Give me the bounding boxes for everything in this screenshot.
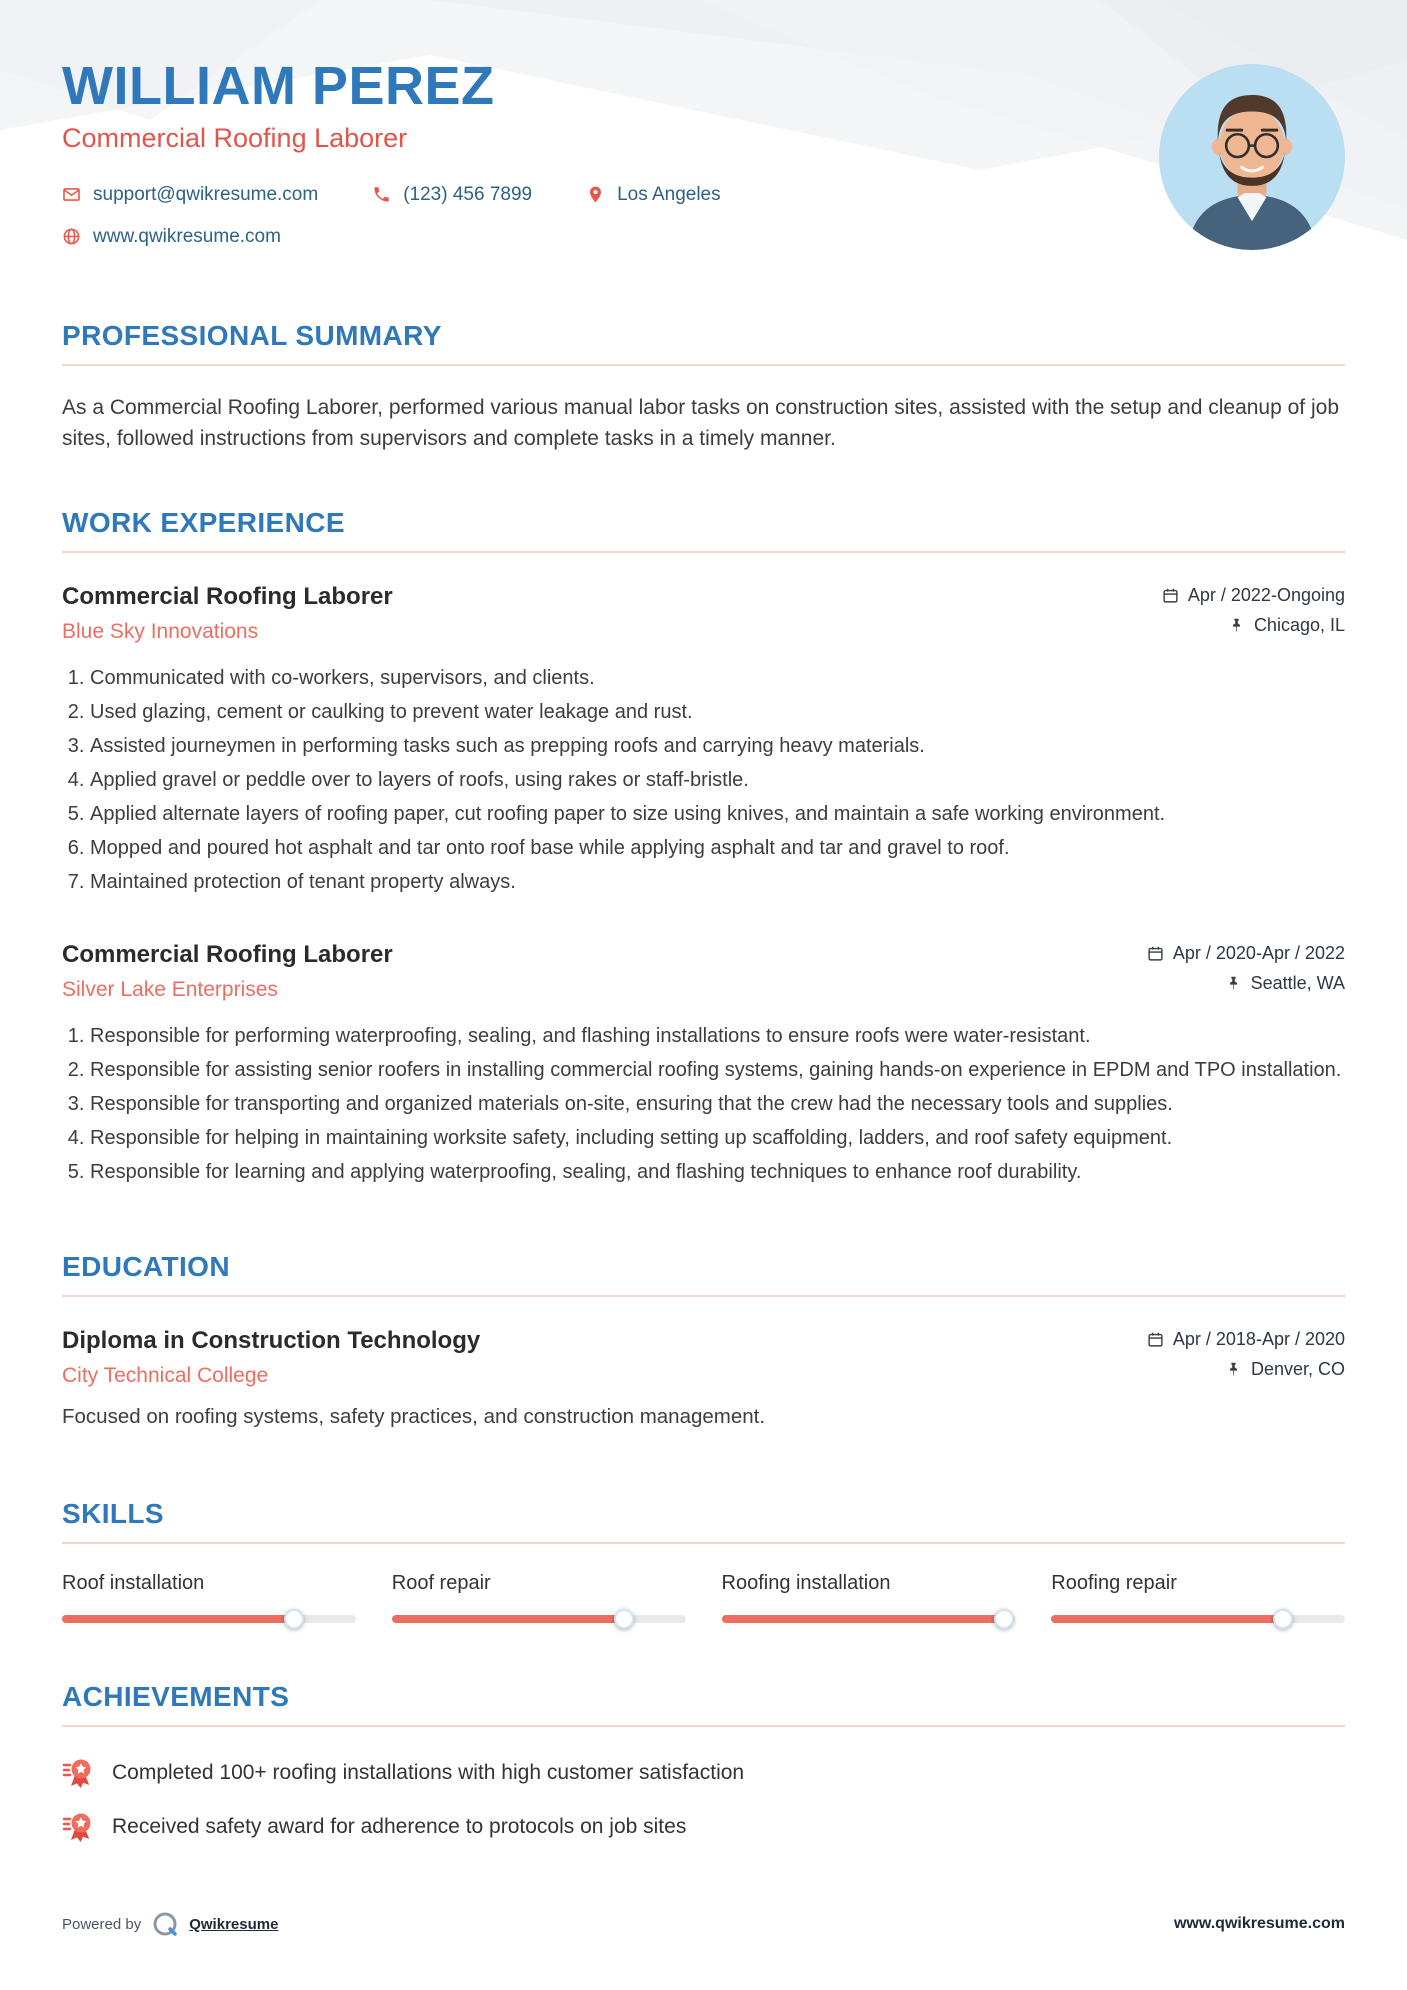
award-icon	[62, 1757, 94, 1789]
achievement-text: Completed 100+ roofing installations with high customer satisfaction	[112, 1761, 745, 1785]
bullet-item: 3. Responsible for transporting and organized materials on-site, ensuring that the crew had the necessary tools and supplies.	[90, 1090, 1345, 1119]
skill-bar	[392, 1615, 686, 1623]
pushpin-icon	[1228, 617, 1245, 634]
job-left	[62, 583, 393, 644]
bullet-item: 2. Responsible for assisting senior roofers in installing commercial roofing systems, gaining hands-on experience in EPDM and TPO installation.	[90, 1056, 1345, 1085]
candidate-title: Commercial Roofing Laborer	[62, 122, 408, 153]
section-divider	[62, 1295, 1345, 1297]
skill-bar-handle	[284, 1609, 304, 1629]
skill-item	[722, 1572, 1016, 1623]
section-education	[62, 1251, 1345, 1433]
skill-label: Roof installation	[62, 1572, 205, 1595]
job-location-text: Chicago, IL	[1253, 614, 1345, 635]
globe-icon	[62, 227, 81, 246]
email-text: support@qwikresume.com	[93, 183, 319, 205]
calendar-icon	[1147, 945, 1164, 962]
achievement-text: Received safety award for adherence to protocols on job sites	[112, 1815, 687, 1839]
skill-bar	[62, 1615, 356, 1623]
page-footer	[62, 1910, 1345, 1938]
education-dates	[1147, 1329, 1345, 1350]
powered-by-label: Powered by	[62, 1915, 142, 1933]
experience-heading: WORK EXPERIENCE	[62, 506, 345, 538]
email-icon	[62, 185, 81, 204]
job-head	[62, 583, 1345, 644]
section-summary	[62, 320, 1345, 455]
education-description: Focused on roofing systems, safety practices, and construction management.	[62, 1404, 766, 1428]
location-text: Los Angeles	[617, 183, 721, 205]
bullet-item: 7. Maintained protection of tenant property always.	[90, 868, 1345, 897]
job-left	[62, 941, 393, 1002]
location-pin-icon	[586, 185, 605, 204]
contact-email[interactable]	[62, 184, 318, 206]
education-location-text: Denver, CO	[1250, 1358, 1345, 1379]
achievements-heading: ACHIEVEMENTS	[62, 1681, 290, 1713]
achievement-item	[62, 1757, 1345, 1789]
section-divider	[62, 551, 1345, 553]
bullet-item: 4. Responsible for helping in maintaining worksite safety, including setting up scaffolding, ladders, and roof safety equipment.	[90, 1124, 1345, 1153]
bullet-item: 2. Used glazing, cement or caulking to prevent water leakage and rust.	[90, 698, 1345, 727]
pushpin-icon	[1225, 975, 1242, 992]
phone-text: (123) 456 7899	[403, 183, 533, 205]
section-divider	[62, 364, 1345, 366]
achievement-item	[62, 1811, 1345, 1843]
skill-bar-fill	[722, 1615, 1004, 1623]
candidate-name: WILLIAM PEREZ	[62, 56, 495, 116]
skill-bar-fill	[392, 1615, 624, 1623]
qwikresume-link[interactable]: Qwikresume	[189, 1915, 279, 1933]
bullet-item: 4. Applied gravel or peddle over to layers of roofs, using rakes or staff-bristle.	[90, 766, 1345, 795]
job-location	[1225, 973, 1345, 994]
job-dates	[1147, 943, 1345, 964]
section-achievements	[62, 1681, 1345, 1843]
pushpin-icon	[1225, 1361, 1242, 1378]
calendar-icon	[1147, 1331, 1164, 1348]
skill-item	[62, 1572, 356, 1623]
job-entry	[62, 583, 1345, 897]
skills-grid	[62, 1572, 1345, 1623]
skill-item	[1051, 1572, 1345, 1623]
resume-header	[62, 58, 1345, 268]
skill-item	[392, 1572, 686, 1623]
contact-location	[586, 184, 721, 206]
profile-photo	[1159, 64, 1345, 250]
bullet-item: 1. Responsible for performing waterproofing, sealing, and flashing installations to ensure roofs were water-resistant.	[90, 1022, 1345, 1051]
contact-website[interactable]	[62, 226, 281, 248]
award-icon	[62, 1811, 94, 1843]
section-divider	[62, 1542, 1345, 1544]
job-entry	[62, 941, 1345, 1187]
contact-row-1	[62, 184, 721, 206]
contact-rows	[62, 184, 721, 248]
contact-phone	[372, 184, 532, 206]
bullet-item: 3. Assisted journeymen in performing tasks such as prepping roofs and carrying heavy materials.	[90, 732, 1345, 761]
job-meta	[1162, 583, 1345, 636]
skill-bar-handle	[614, 1609, 634, 1629]
skill-bar-handle	[994, 1609, 1014, 1629]
bullet-item: 5. Responsible for learning and applying waterproofing, sealing, and flashing techniques to enhance roof durability.	[90, 1158, 1345, 1187]
skill-bar	[722, 1615, 1016, 1623]
qwikresume-logo-icon	[151, 1910, 179, 1938]
job-dates-text: Apr / 2022-Ongoing	[1187, 584, 1345, 605]
job-bullets	[62, 1022, 1345, 1187]
skill-label: Roofing installation	[721, 1572, 891, 1595]
education-heading: EDUCATION	[62, 1250, 230, 1282]
footer-brand-group	[62, 1910, 278, 1938]
education-head	[62, 1327, 1345, 1388]
skill-label: Roof repair	[391, 1572, 491, 1595]
job-title: Commercial Roofing Laborer	[62, 940, 393, 968]
job-bullets	[62, 664, 1345, 897]
section-skills	[62, 1498, 1345, 1623]
skill-bar-fill	[1051, 1615, 1283, 1623]
skill-bar-handle	[1273, 1609, 1293, 1629]
job-dates-text: Apr / 2020-Apr / 2022	[1172, 942, 1345, 963]
education-location	[1225, 1359, 1345, 1380]
job-company: Blue Sky Innovations	[62, 619, 259, 643]
skill-bar	[1051, 1615, 1345, 1623]
skill-label: Roofing repair	[1051, 1572, 1177, 1595]
education-meta	[1147, 1327, 1345, 1380]
job-location-text: Seattle, WA	[1250, 972, 1345, 993]
job-location	[1228, 615, 1345, 636]
calendar-icon	[1162, 587, 1179, 604]
summary-text: As a Commercial Roofing Laborer, performed various manual labor tasks on construction sites, assisted with the setup and cleanup of job sites, followed instructions from supervisors and complete tasks in a timely manner.	[62, 395, 1340, 451]
education-left	[62, 1327, 480, 1388]
job-meta	[1147, 941, 1345, 994]
contact-row-2	[62, 226, 721, 248]
section-divider	[62, 1725, 1345, 1727]
phone-icon	[372, 185, 391, 204]
job-title: Commercial Roofing Laborer	[62, 582, 393, 610]
bullet-item: 1. Communicated with co-workers, supervisors, and clients.	[90, 664, 1345, 693]
degree-title: Diploma in Construction Technology	[62, 1326, 481, 1354]
job-dates	[1162, 585, 1345, 606]
bullet-item: 6. Mopped and poured hot asphalt and tar onto roof base while applying asphalt and tar and gravel to roof.	[90, 834, 1345, 863]
education-dates-text: Apr / 2018-Apr / 2020	[1172, 1328, 1345, 1349]
education-entry	[62, 1327, 1345, 1433]
bullet-item: 5. Applied alternate layers of roofing paper, cut roofing paper to size using knives, and maintain a safe working environment.	[90, 800, 1345, 829]
summary-heading: PROFESSIONAL SUMMARY	[62, 319, 442, 351]
job-company: Silver Lake Enterprises	[62, 977, 278, 1001]
section-experience	[62, 507, 1345, 1187]
school-name: City Technical College	[62, 1363, 269, 1387]
website-text: www.qwikresume.com	[93, 225, 281, 247]
skills-heading: SKILLS	[62, 1498, 164, 1530]
skill-bar-fill	[62, 1615, 294, 1623]
header-main	[62, 58, 721, 268]
achievements-list	[62, 1757, 1345, 1843]
footer-website-link[interactable]: www.qwikresume.com	[1173, 1915, 1345, 1932]
job-head	[62, 941, 1345, 1002]
